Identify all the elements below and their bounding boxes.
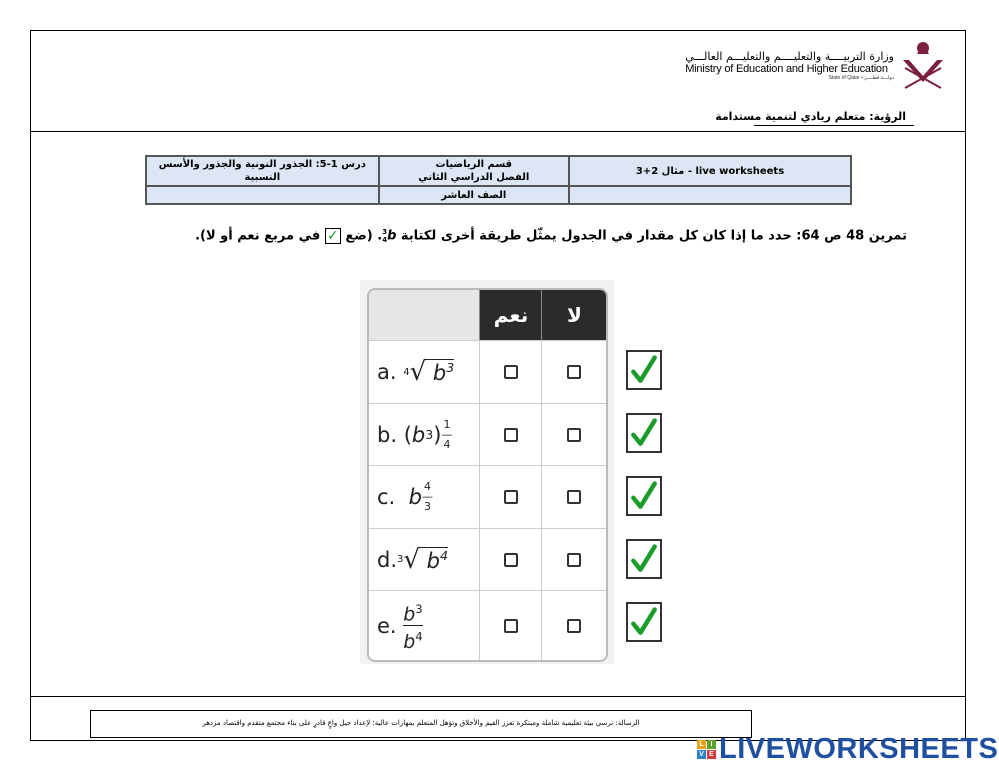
info-table <box>145 155 852 205</box>
checkbox-icon[interactable] <box>567 619 581 633</box>
answer-checkbox-e[interactable] <box>626 602 662 642</box>
checkbox-icon[interactable] <box>504 428 518 442</box>
answer-checkbox-d[interactable] <box>626 539 662 579</box>
checkbox-icon[interactable] <box>567 490 581 504</box>
checkmark-icon <box>628 604 660 640</box>
footer-divider <box>30 696 966 697</box>
checkbox-icon[interactable] <box>504 490 518 504</box>
checkmark-icon <box>628 478 660 514</box>
example-cell: مثال 2+3 - live worksheets <box>569 156 851 186</box>
no-box-a[interactable] <box>541 340 606 403</box>
department-label: قسم الرياضيات <box>435 159 513 170</box>
no-box-e[interactable] <box>541 590 606 660</box>
question-before: تمرين 48 ص 64: حدد ما إذا كان كل مقدار في الجدول يمثّل طريقة أخرى لكتابة <box>400 228 907 244</box>
expr-b: b. ( b 3 ) 1 — 4 <box>369 403 479 465</box>
yes-box-b[interactable] <box>479 403 541 465</box>
header-no: لا <box>541 290 607 340</box>
expr-d-exp: 4 <box>440 547 449 563</box>
question-base: b <box>387 228 397 244</box>
expr-c-label: c. <box>377 485 396 509</box>
expr-a: a. 4 √ $b^3$ <box>369 340 479 403</box>
yes-box-d[interactable] <box>479 528 541 590</box>
expr-d: d. 3 √ $b^4$ <box>369 528 479 590</box>
mission-message: الرسالة: نرسي بيئة تعليمية شاملة ومبتكرة تعزز القيم والأخلاق وتؤهل المتعلم بمهارات عالية؛ لإعداد جيل واعٍ قادرٍ على بناء مجتمع متقدم واقتصاد مزدهر <box>90 710 752 738</box>
department-cell <box>379 156 569 186</box>
question-text <box>195 228 907 244</box>
answer-checkbox-a[interactable] <box>626 350 662 390</box>
qatar-emblem-icon <box>897 38 949 98</box>
no-box-d[interactable] <box>541 528 606 590</box>
expr-b-label: b. <box>377 422 398 447</box>
empty-cell-left <box>146 186 379 204</box>
answer-checkbox-c[interactable] <box>626 476 662 516</box>
checkbox-icon[interactable] <box>567 553 581 567</box>
no-box-b[interactable] <box>541 403 606 465</box>
liveworksheets-logo-icon <box>697 740 716 759</box>
yes-box-e[interactable] <box>479 590 541 660</box>
checkmark-icon <box>628 352 660 388</box>
expr-c: c. b 4 — 3 <box>369 465 479 528</box>
ministry-ar: وزارة التربيــــة والتعليــــم والتعليـــم العالـــي <box>685 50 894 63</box>
logo-tile-v: V <box>697 750 706 759</box>
logo-tile-e: E <box>707 750 716 759</box>
answer-checkbox-b[interactable] <box>626 413 662 453</box>
exercise-table <box>367 288 608 662</box>
checkbox-icon[interactable] <box>567 365 581 379</box>
liveworksheets-logo[interactable] <box>697 731 998 767</box>
ministry-title <box>685 50 894 81</box>
lesson-cell: درس 1-5: الجذور النونية والجذور والأسس النسبية <box>146 156 379 186</box>
expr-a-base: b <box>432 361 447 385</box>
yes-box-a[interactable] <box>479 340 541 403</box>
question-after: . (ضع <box>345 228 383 244</box>
header-yes: نعم <box>479 290 542 340</box>
state-label: State of Qatar • دولـــة قطــــر <box>828 75 894 81</box>
expr-a-exp: 3 <box>446 360 455 375</box>
exp-num: 3 <box>382 228 388 236</box>
checkbox-icon[interactable] <box>504 619 518 633</box>
checkmark-icon <box>628 541 660 577</box>
question-end: في مربع نعم أو لا). <box>195 228 321 244</box>
semester-label: الفصل الدراسي الثاني <box>418 172 530 183</box>
no-box-c[interactable] <box>541 465 606 528</box>
expr-a-label: a. <box>377 360 397 384</box>
grade-cell: الصف العاشر <box>379 186 569 204</box>
expr-e: e. $b^3$ $b^4$ <box>369 590 479 660</box>
header-divider <box>30 131 966 132</box>
logo-tile-l: L <box>697 740 706 749</box>
brand-name: LIVEWORKSHEETS <box>719 732 999 765</box>
checkmark-icon <box>628 415 660 451</box>
vision-underline <box>754 125 914 126</box>
expr-e-label: e. <box>377 613 397 638</box>
expr-d-label: d. <box>377 547 398 572</box>
checkbox-icon[interactable] <box>504 365 518 379</box>
checkbox-icon[interactable] <box>567 428 581 442</box>
header-empty <box>369 290 479 340</box>
check-sample-icon: ✓ <box>325 228 341 244</box>
logo-tile-i: I <box>707 740 716 749</box>
exp-den: 4 <box>382 236 388 244</box>
vision-statement: الرؤية: متعلم ريادي لتنمية مستدامة <box>715 110 906 123</box>
empty-cell-right <box>569 186 851 204</box>
checkbox-icon[interactable] <box>504 553 518 567</box>
yes-box-c[interactable] <box>479 465 541 528</box>
expr-d-base: b <box>426 548 440 573</box>
ministry-en: Ministry of Education and Higher Education <box>685 63 888 75</box>
